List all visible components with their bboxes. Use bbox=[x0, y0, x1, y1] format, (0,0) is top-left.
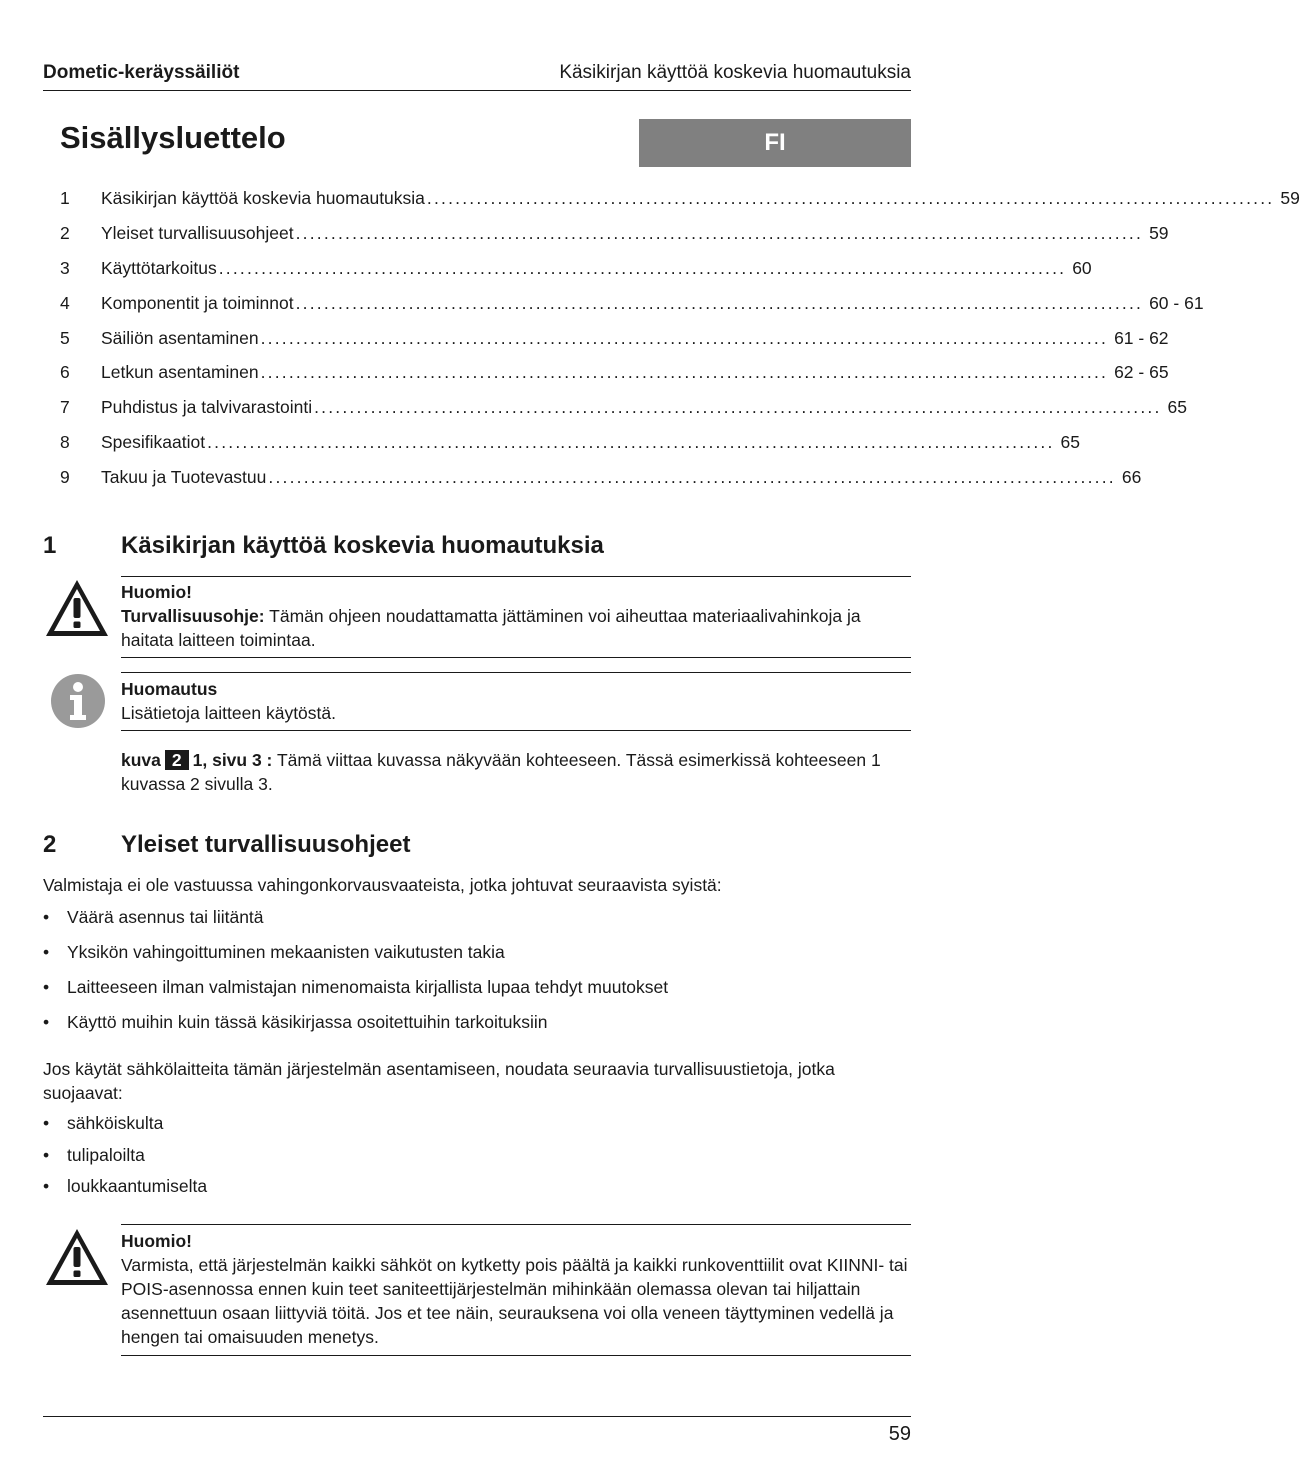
toc-page: 65 bbox=[1060, 432, 1081, 453]
running-header-product: Dometic-keräyssäiliöt bbox=[43, 62, 240, 83]
electric-safety-intro: Jos käytät sähkölaitteita tämän järjestelmän asentamiseen, noudata seuraavia turvallisuustietoja, jotka suojaavat: bbox=[43, 1059, 835, 1103]
toc-number: 6 bbox=[60, 362, 70, 383]
list-item-text: Käyttö muihin kuin tässä käsikirjassa osoitettuihin tarkoituksiin bbox=[67, 1012, 548, 1032]
section-2-heading: Yleiset turvallisuusohjeet bbox=[121, 831, 411, 858]
caution-text: Tämän ohjeen noudattamatta jättäminen voi aiheuttaa materiaalivahinkoja ja haitata laitteen toimintaa. bbox=[121, 606, 861, 650]
toc-leader: ........................................................................................................................ bbox=[426, 188, 1275, 208]
warning-bottom-rule bbox=[121, 1355, 911, 1356]
warning-heading: Huomio! bbox=[121, 1231, 192, 1251]
toc-page: 65 bbox=[1167, 397, 1187, 418]
bullet-icon: • bbox=[43, 1176, 50, 1196]
warning-top-rule bbox=[121, 1224, 911, 1225]
toc-leader: ........................................................................................................................ bbox=[295, 292, 1144, 313]
figref-label: kuva bbox=[121, 750, 161, 770]
figref-suffix: 1, sivu 3 : bbox=[192, 750, 273, 770]
bullet-icon: • bbox=[43, 942, 50, 962]
warning-text: Varmista, että järjestelmän kaikki sähköt on kytketty pois päältä ja kaikki runkoventtiilit ovat KIINNI- tai POIS-asennossa ennen kuin teet saniteettijärjestelmän mihinkään olemassa olevan tai hiljattain asennettuun osaan liittyviä töitä. Jos et tee näin, seurauksena voi olla veneen täyttyminen vedellä ja hengen tai omaisuuden menetys. bbox=[121, 1255, 908, 1347]
bullet-icon: • bbox=[43, 907, 50, 927]
toc-entry[interactable] bbox=[60, 432, 1081, 467]
list-item bbox=[43, 907, 911, 928]
info-note bbox=[121, 677, 911, 725]
toc-page: 66 bbox=[1121, 467, 1142, 488]
info-top-rule bbox=[121, 672, 911, 673]
toc-page: 62 - 65 bbox=[1114, 362, 1169, 383]
page-number: 59 bbox=[888, 1423, 911, 1445]
list-item bbox=[43, 1113, 911, 1134]
toc-title: Letkun asentaminen bbox=[101, 362, 259, 383]
caution-label: Turvallisuusohje: bbox=[121, 606, 265, 626]
section-1-heading: Käsikirjan käyttöä koskevia huomautuksia bbox=[121, 532, 604, 559]
table-of-contents bbox=[60, 188, 1300, 502]
toc-leader: ........................................................................................................................ bbox=[295, 222, 1144, 243]
toc-title: Käsikirjan käyttöä koskevia huomautuksia bbox=[101, 188, 425, 208]
toc-entry[interactable] bbox=[60, 188, 1300, 223]
figref-text: Tämä viittaa kuvassa näkyvään kohteeseen. Tässä esimerkissä kohteeseen 1 kuvassa 2 sivulla 3. bbox=[121, 750, 881, 794]
toc-number: 2 bbox=[60, 222, 70, 243]
caution-top-rule bbox=[121, 576, 911, 577]
toc-entry[interactable] bbox=[60, 467, 1142, 502]
footer-rule bbox=[43, 1416, 911, 1417]
info-icon bbox=[50, 673, 106, 729]
toc-number: 7 bbox=[60, 397, 70, 418]
toc-entry[interactable] bbox=[60, 327, 1169, 363]
warning-triangle-icon bbox=[43, 577, 111, 639]
list-item bbox=[43, 1145, 911, 1166]
section-1-number: 1 bbox=[43, 532, 57, 559]
list-item bbox=[43, 942, 911, 963]
toc-leader: ........................................................................................................................ bbox=[314, 397, 1162, 418]
toc-title: Puhdistus ja talvivarastointi bbox=[101, 397, 313, 418]
toc-page: 59 bbox=[1149, 222, 1169, 243]
toc-leader: ........................................................................................................................ bbox=[260, 362, 1109, 383]
section-2-intro: Valmistaja ei ole vastuussa vahingonkorvausvaateista, jotka johtuvat seuraavista syistä: bbox=[43, 875, 722, 895]
list-item-text: tulipaloilta bbox=[67, 1145, 145, 1165]
toc-page: 60 bbox=[1072, 257, 1092, 278]
toc-leader: ........................................................................................................................ bbox=[218, 257, 1067, 278]
toc-title: Komponentit ja toiminnot bbox=[101, 292, 294, 313]
section-2-number: 2 bbox=[43, 831, 57, 858]
info-text: Lisätietoja laitteen käytöstä. bbox=[121, 703, 336, 723]
figure-number-badge: 2 bbox=[165, 750, 189, 770]
caution-heading: Huomio! bbox=[121, 582, 192, 602]
list-item-text: Yksikön vahingoittuminen mekaanisten vaikutusten takia bbox=[67, 942, 505, 962]
figure-reference-note bbox=[121, 748, 911, 796]
toc-page: 61 - 62 bbox=[1114, 327, 1169, 348]
warning-triangle-icon bbox=[43, 1226, 111, 1288]
list-item bbox=[43, 1176, 911, 1197]
page-title: Sisällysluettelo bbox=[60, 120, 286, 155]
running-header-section: Käsikirjan käyttöä koskevia huomautuksia bbox=[559, 62, 911, 83]
toc-leader: ........................................................................................................................ bbox=[268, 467, 1116, 488]
toc-number: 9 bbox=[60, 467, 70, 488]
toc-number: 3 bbox=[60, 257, 70, 278]
caution-note bbox=[121, 580, 911, 652]
toc-entry[interactable] bbox=[60, 362, 1169, 397]
warning-note bbox=[121, 1229, 911, 1349]
toc-number: 4 bbox=[60, 292, 70, 313]
toc-title: Takuu ja Tuotevastuu bbox=[101, 467, 267, 488]
toc-entry[interactable] bbox=[60, 292, 1204, 328]
list-item-text: loukkaantumiselta bbox=[67, 1176, 208, 1196]
list-item-text: Laitteeseen ilman valmistajan nimenomaista kirjallista lupaa tehdyt muutokset bbox=[67, 977, 669, 997]
header-rule bbox=[43, 90, 911, 91]
toc-number: 8 bbox=[60, 432, 70, 453]
toc-leader: ........................................................................................................................ bbox=[260, 327, 1109, 348]
bullet-icon: • bbox=[43, 1113, 50, 1133]
toc-number: 1 bbox=[60, 188, 70, 208]
toc-title: Käyttötarkoitus bbox=[101, 257, 217, 278]
toc-entry[interactable] bbox=[60, 397, 1187, 432]
toc-page: 59 bbox=[1280, 188, 1300, 208]
list-item-text: sähköiskulta bbox=[67, 1113, 164, 1133]
list-item bbox=[43, 1012, 911, 1033]
info-bottom-rule bbox=[121, 730, 911, 731]
info-heading: Huomautus bbox=[121, 679, 218, 699]
toc-entry[interactable] bbox=[60, 222, 1169, 258]
bullet-icon: • bbox=[43, 1145, 50, 1165]
language-badge: FI bbox=[639, 119, 911, 167]
bullet-icon: • bbox=[43, 1012, 50, 1032]
toc-page: 60 - 61 bbox=[1149, 292, 1204, 313]
toc-leader: ........................................................................................................................ bbox=[207, 432, 1055, 453]
toc-title: Yleiset turvallisuusohjeet bbox=[101, 222, 294, 243]
toc-entry[interactable] bbox=[60, 257, 1092, 293]
list-item bbox=[43, 977, 911, 998]
toc-title: Spesifikaatiot bbox=[101, 432, 206, 453]
caution-bottom-rule bbox=[121, 657, 911, 658]
toc-number: 5 bbox=[60, 327, 70, 348]
bullet-icon: • bbox=[43, 977, 50, 997]
list-item-text: Väärä asennus tai liitäntä bbox=[67, 907, 264, 927]
toc-title: Säiliön asentaminen bbox=[101, 327, 259, 348]
